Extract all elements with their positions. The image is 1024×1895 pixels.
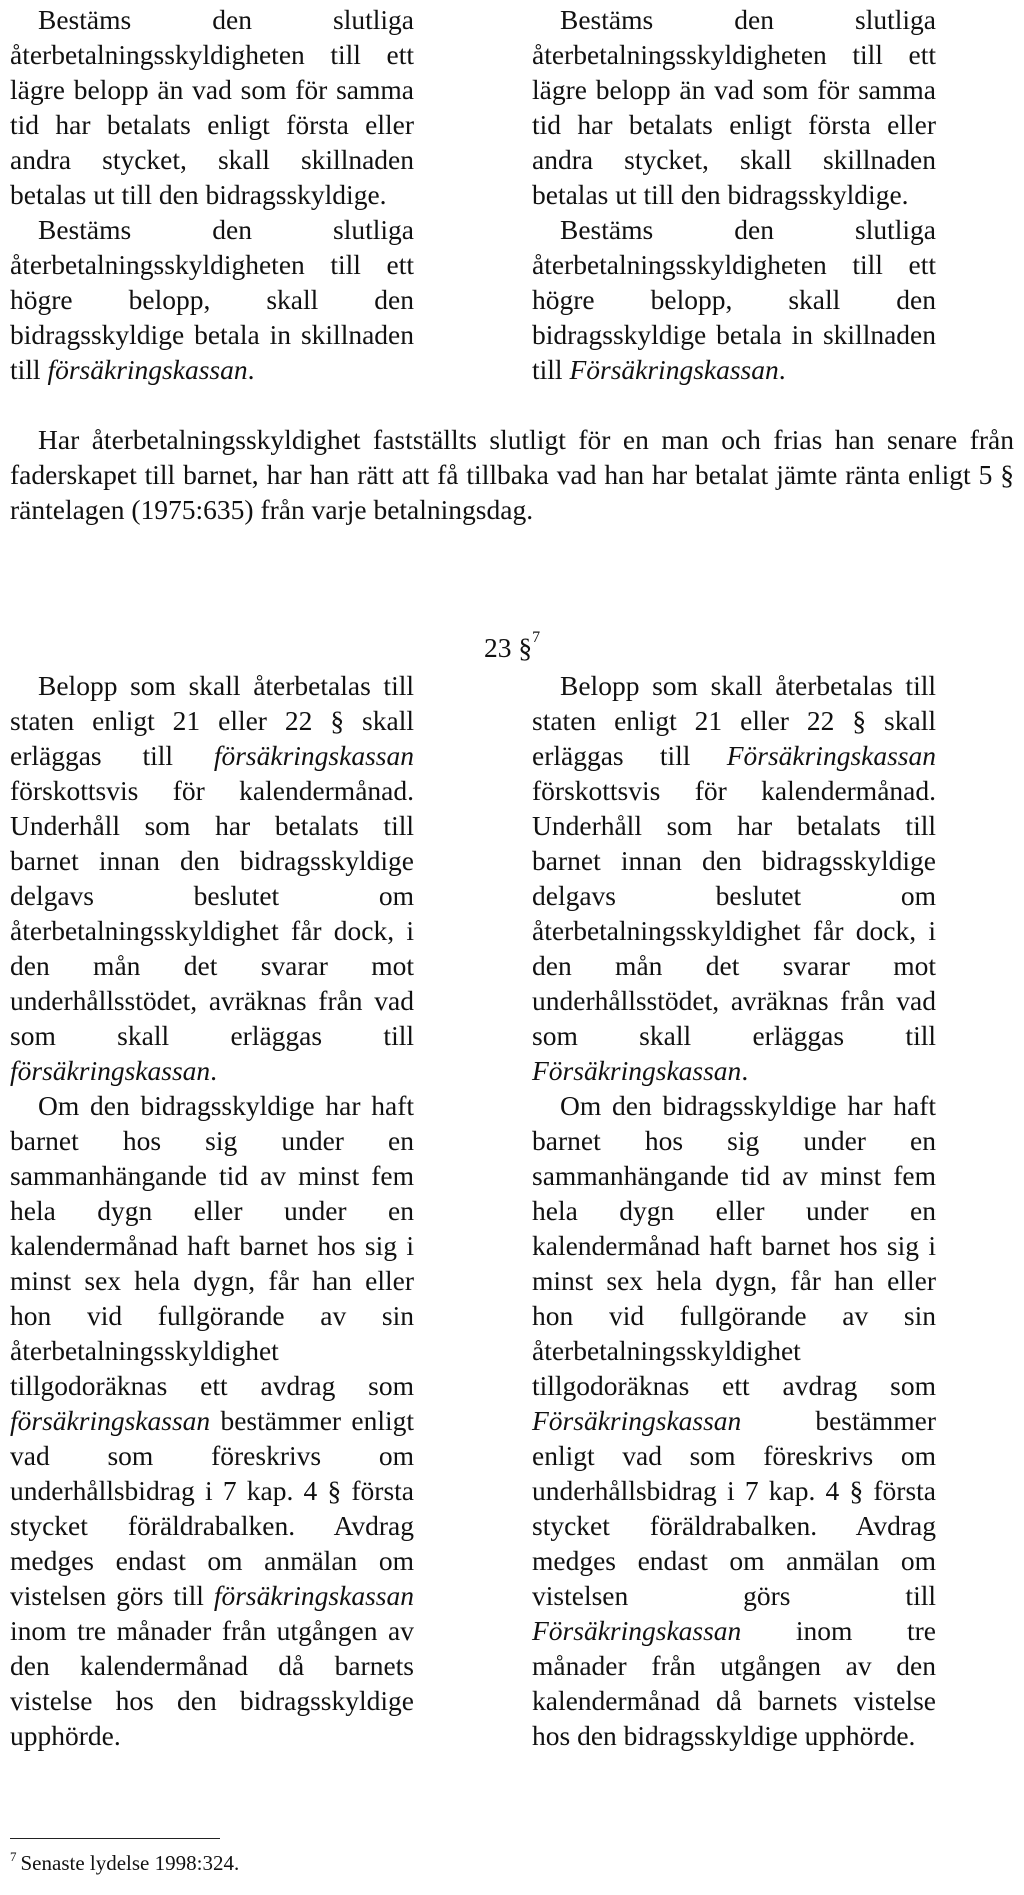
agency-name: försäkringskassan bbox=[213, 740, 414, 771]
s23-right-paragraph-2: Om den bidragsskyldige har haft barnet hos sig under en sammanhängande tid av minst fem hela dygn eller under en kalendermånad haft barnet hos sig i minst sex hela dygn, får han eller hon vid fullgörande av sin återbetalningsskyldighet tillgodoräknas ett avdrag som Försäkringskassan bestämmer enligt vad som föreskrivs om underhållsbidrag i 7 kap. 4 § första stycket föräldrabalken. Avdrag medges endast om anmälan om vistelsen görs till Försäkringskassan inom tre månader från utgången av den kalendermånad då barnets vistelse hos den bidragsskyldige upphörde. bbox=[532, 1090, 936, 1751]
top-left-column bbox=[10, 2, 414, 387]
agency-name: Försäkringskassan bbox=[726, 740, 936, 771]
agency-name: försäkringskassan bbox=[10, 1405, 211, 1436]
s23-left-paragraph-1: Belopp som skall återbetalas till staten enligt 21 eller 22 § skall erläggas till försäkringskassan förskottsvis för kalendermånad. Underhåll som har betalats till barnet innan den bidragsskyldige delgavs beslutet om återbetalningsskyldighet får dock, i den mån det svarar mot underhållsstödet, avräknas från vad som skall erläggas till försäkringskassan. bbox=[10, 670, 414, 1086]
s23-left-paragraph-2: Om den bidragsskyldige har haft barnet hos sig under en sammanhängande tid av minst fem hela dygn eller under en kalendermånad haft barnet hos sig i minst sex hela dygn, får han eller hon vid fullgörande av sin återbetalningsskyldighet tillgodoräknas ett avdrag som försäkringskassan bestämmer enligt vad som föreskrivs om underhållsbidrag i 7 kap. 4 § första stycket föräldrabalken. Avdrag medges endast om anmälan om vistelsen görs till försäkringskassan inom tre månader från utgången av den kalendermånad då barnets vistelse hos den bidragsskyldige upphörde. bbox=[10, 1090, 414, 1751]
section-label: 23 § bbox=[483, 632, 533, 663]
agency-name: försäkringskassan bbox=[10, 1055, 211, 1086]
agency-name: Försäkringskassan bbox=[532, 1615, 742, 1646]
agency-name: försäkringskassan bbox=[213, 1580, 414, 1611]
section-23-left-column bbox=[10, 668, 414, 1753]
agency-name: Försäkringskassan bbox=[532, 1055, 742, 1086]
agency-name: Försäkringskassan bbox=[569, 354, 779, 385]
footnote-text: Senaste lydelse 1998:324. bbox=[20, 1851, 240, 1875]
footnote-ref: 7 bbox=[532, 629, 541, 646]
top-left-paragraph-2: Bestäms den slutliga återbetalningsskyldigheten till ett högre belopp, skall den bidragsskyldige betala in skillnaden till försäkringskassan. bbox=[10, 214, 414, 385]
section-23-right-column bbox=[532, 668, 936, 1753]
s23-right-paragraph-1: Belopp som skall återbetalas till staten enligt 21 eller 22 § skall erläggas till Försäkringskassan förskottsvis för kalendermånad. Underhåll som har betalats till barnet innan den bidragsskyldige delgavs beslutet om återbetalningsskyldighet får dock, i den mån det svarar mot underhållsstödet, avräknas från vad som skall erläggas till Försäkringskassan. bbox=[532, 670, 936, 1086]
agency-name: försäkringskassan bbox=[47, 354, 248, 385]
top-right-paragraph-1: Bestäms den slutliga återbetalningsskyldigheten till ett lägre belopp än vad som för samma tid har betalats enligt första eller andra stycket, skall skillnaden betalas ut till den bidragsskyldige. bbox=[532, 4, 936, 210]
footnote-divider bbox=[10, 1838, 220, 1839]
footnote bbox=[10, 1850, 239, 1876]
agency-name: Försäkringskassan bbox=[532, 1405, 742, 1436]
top-right-column bbox=[532, 2, 936, 387]
top-left-paragraph-1: Bestäms den slutliga återbetalningsskyldigheten till ett lägre belopp än vad som för samma tid har betalats enligt första eller andra stycket, skall skillnaden betalas ut till den bidragsskyldige. bbox=[10, 4, 414, 210]
section-heading bbox=[0, 630, 1024, 665]
top-right-paragraph-2: Bestäms den slutliga återbetalningsskyldigheten till ett högre belopp, skall den bidragsskyldige betala in skillnaden till Försäkringskassan. bbox=[532, 214, 936, 385]
full-width-paragraph: Har återbetalningsskyldighet fastställts slutligt för en man och frias han senare från faderskapet till barnet, har han rätt att få tillbaka vad han har betalat jämte ränta enligt 5 § räntelagen (1975:635) från varje betalningsdag. bbox=[10, 424, 1014, 525]
footnote-number: 7 bbox=[10, 1849, 17, 1864]
